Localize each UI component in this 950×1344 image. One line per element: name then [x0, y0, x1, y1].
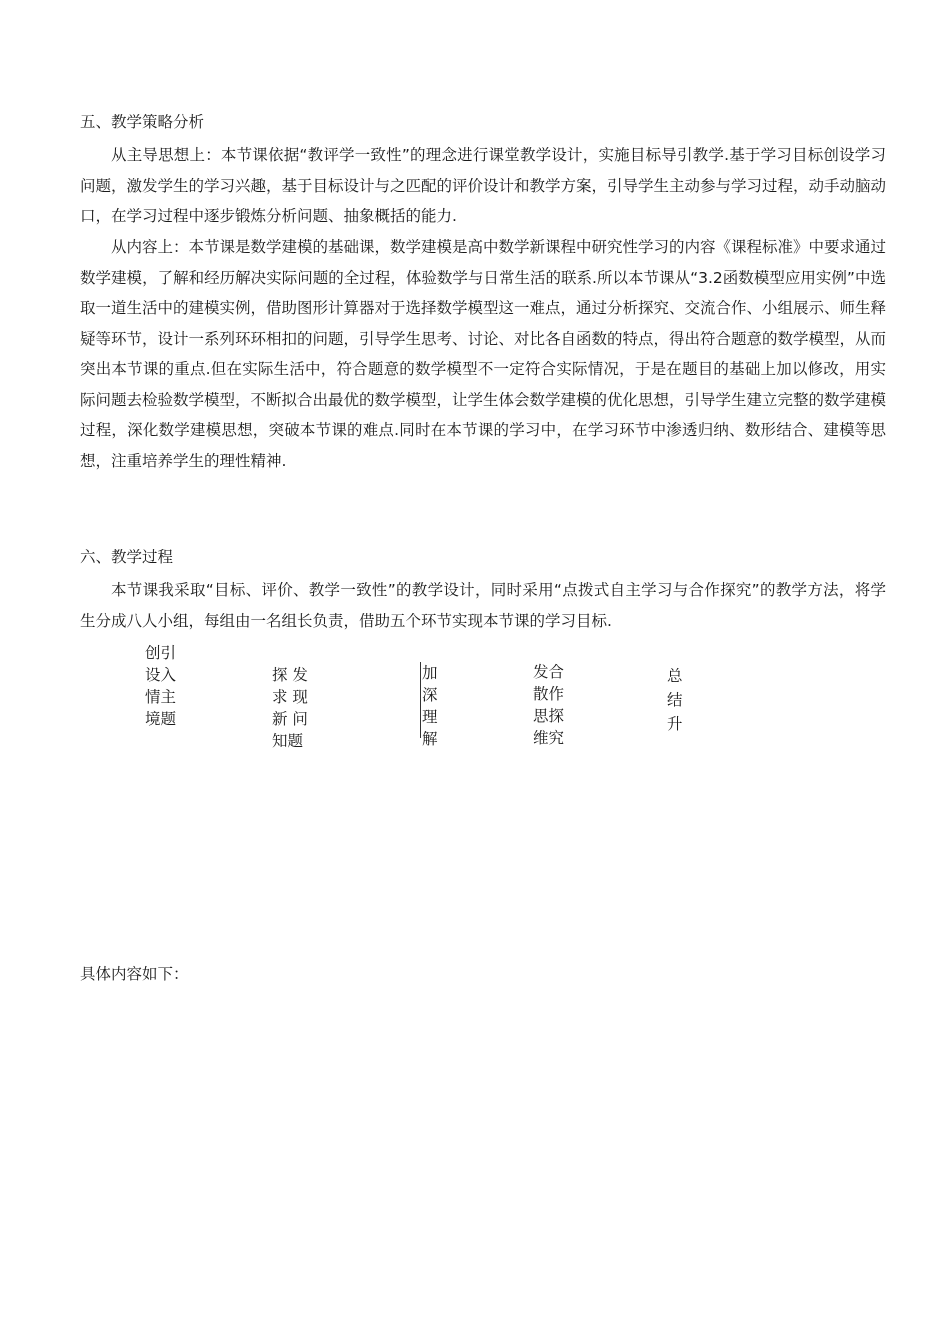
flow-box-1: 创引 设入 情主 境题 — [145, 644, 177, 728]
flow-box-5: 总 结 升 — [667, 667, 683, 733]
section-5-paragraph-1: 从主导思想上：本节课依据“教评学一致性”的理念进行课堂教学设计，实施目标导引教学.基于学习目标创设学习问题，激发学生的学习兴趣，基于目标设计与之匹配的评价设计和教学方案，引导学生主动参与学习过程，动手动脑动口，在学习过程中逐步锻炼分析问题、抽象概括的能力. — [80, 146, 887, 225]
content-intro-line: 具体内容如下： — [80, 965, 189, 983]
flow-box-3: 加 深 理 解 — [420, 662, 444, 738]
section-5-heading: 五、教学策略分析 — [80, 113, 205, 131]
flow-box-4: 发合 散作 思探 维究 — [533, 663, 565, 747]
flow-box-2: 探 发 求 现 新 问 知题 — [272, 666, 308, 750]
section-6-heading: 六、教学过程 — [80, 548, 174, 566]
section-5-paragraph-2: 从内容上：本节课是数学建模的基础课，数学建模是高中数学新课程中研究性学习的内容《课程标准》中要求通过数学建模，了解和经历解决实际问题的全过程，体验数学与日常生活的联系.所以本节课从“3.2函数模型应用实例”中选取一道生活中的建模实例，借助图形计算器对于选择数学模型这一难点，通过分析探究、交流合作、小组展示、师生释疑等环节，设计一系列环环相扣的问题，引导学生思考、讨论、对比各自函数的特点，得出符合题意的数学模型，从而突出本节课的重点.但在实际生活中，符合题意的数学模型不一定符合实际情况，于是在题目的基础上加以修改，用实际问题去检验数学模型，不断拟合出最优的数学模型，让学生体会数学建模的优化思想，引导学生建立完整的数学建模过程，深化数学建模思想，突破本节课的难点.同时在本节课的学习中，在学习环节中渗透归纳、数形结合、建模等思想，注重培养学生的理性精神. — [80, 238, 887, 470]
section-6-paragraph-1: 本节课我采取“目标、评价、教学一致性”的教学设计，同时采用“点拨式自主学习与合作探究”的教学方法，将学生分成八人小组，每组由一名组长负责，借助五个环节实现本节课的学习目标. — [80, 581, 886, 630]
